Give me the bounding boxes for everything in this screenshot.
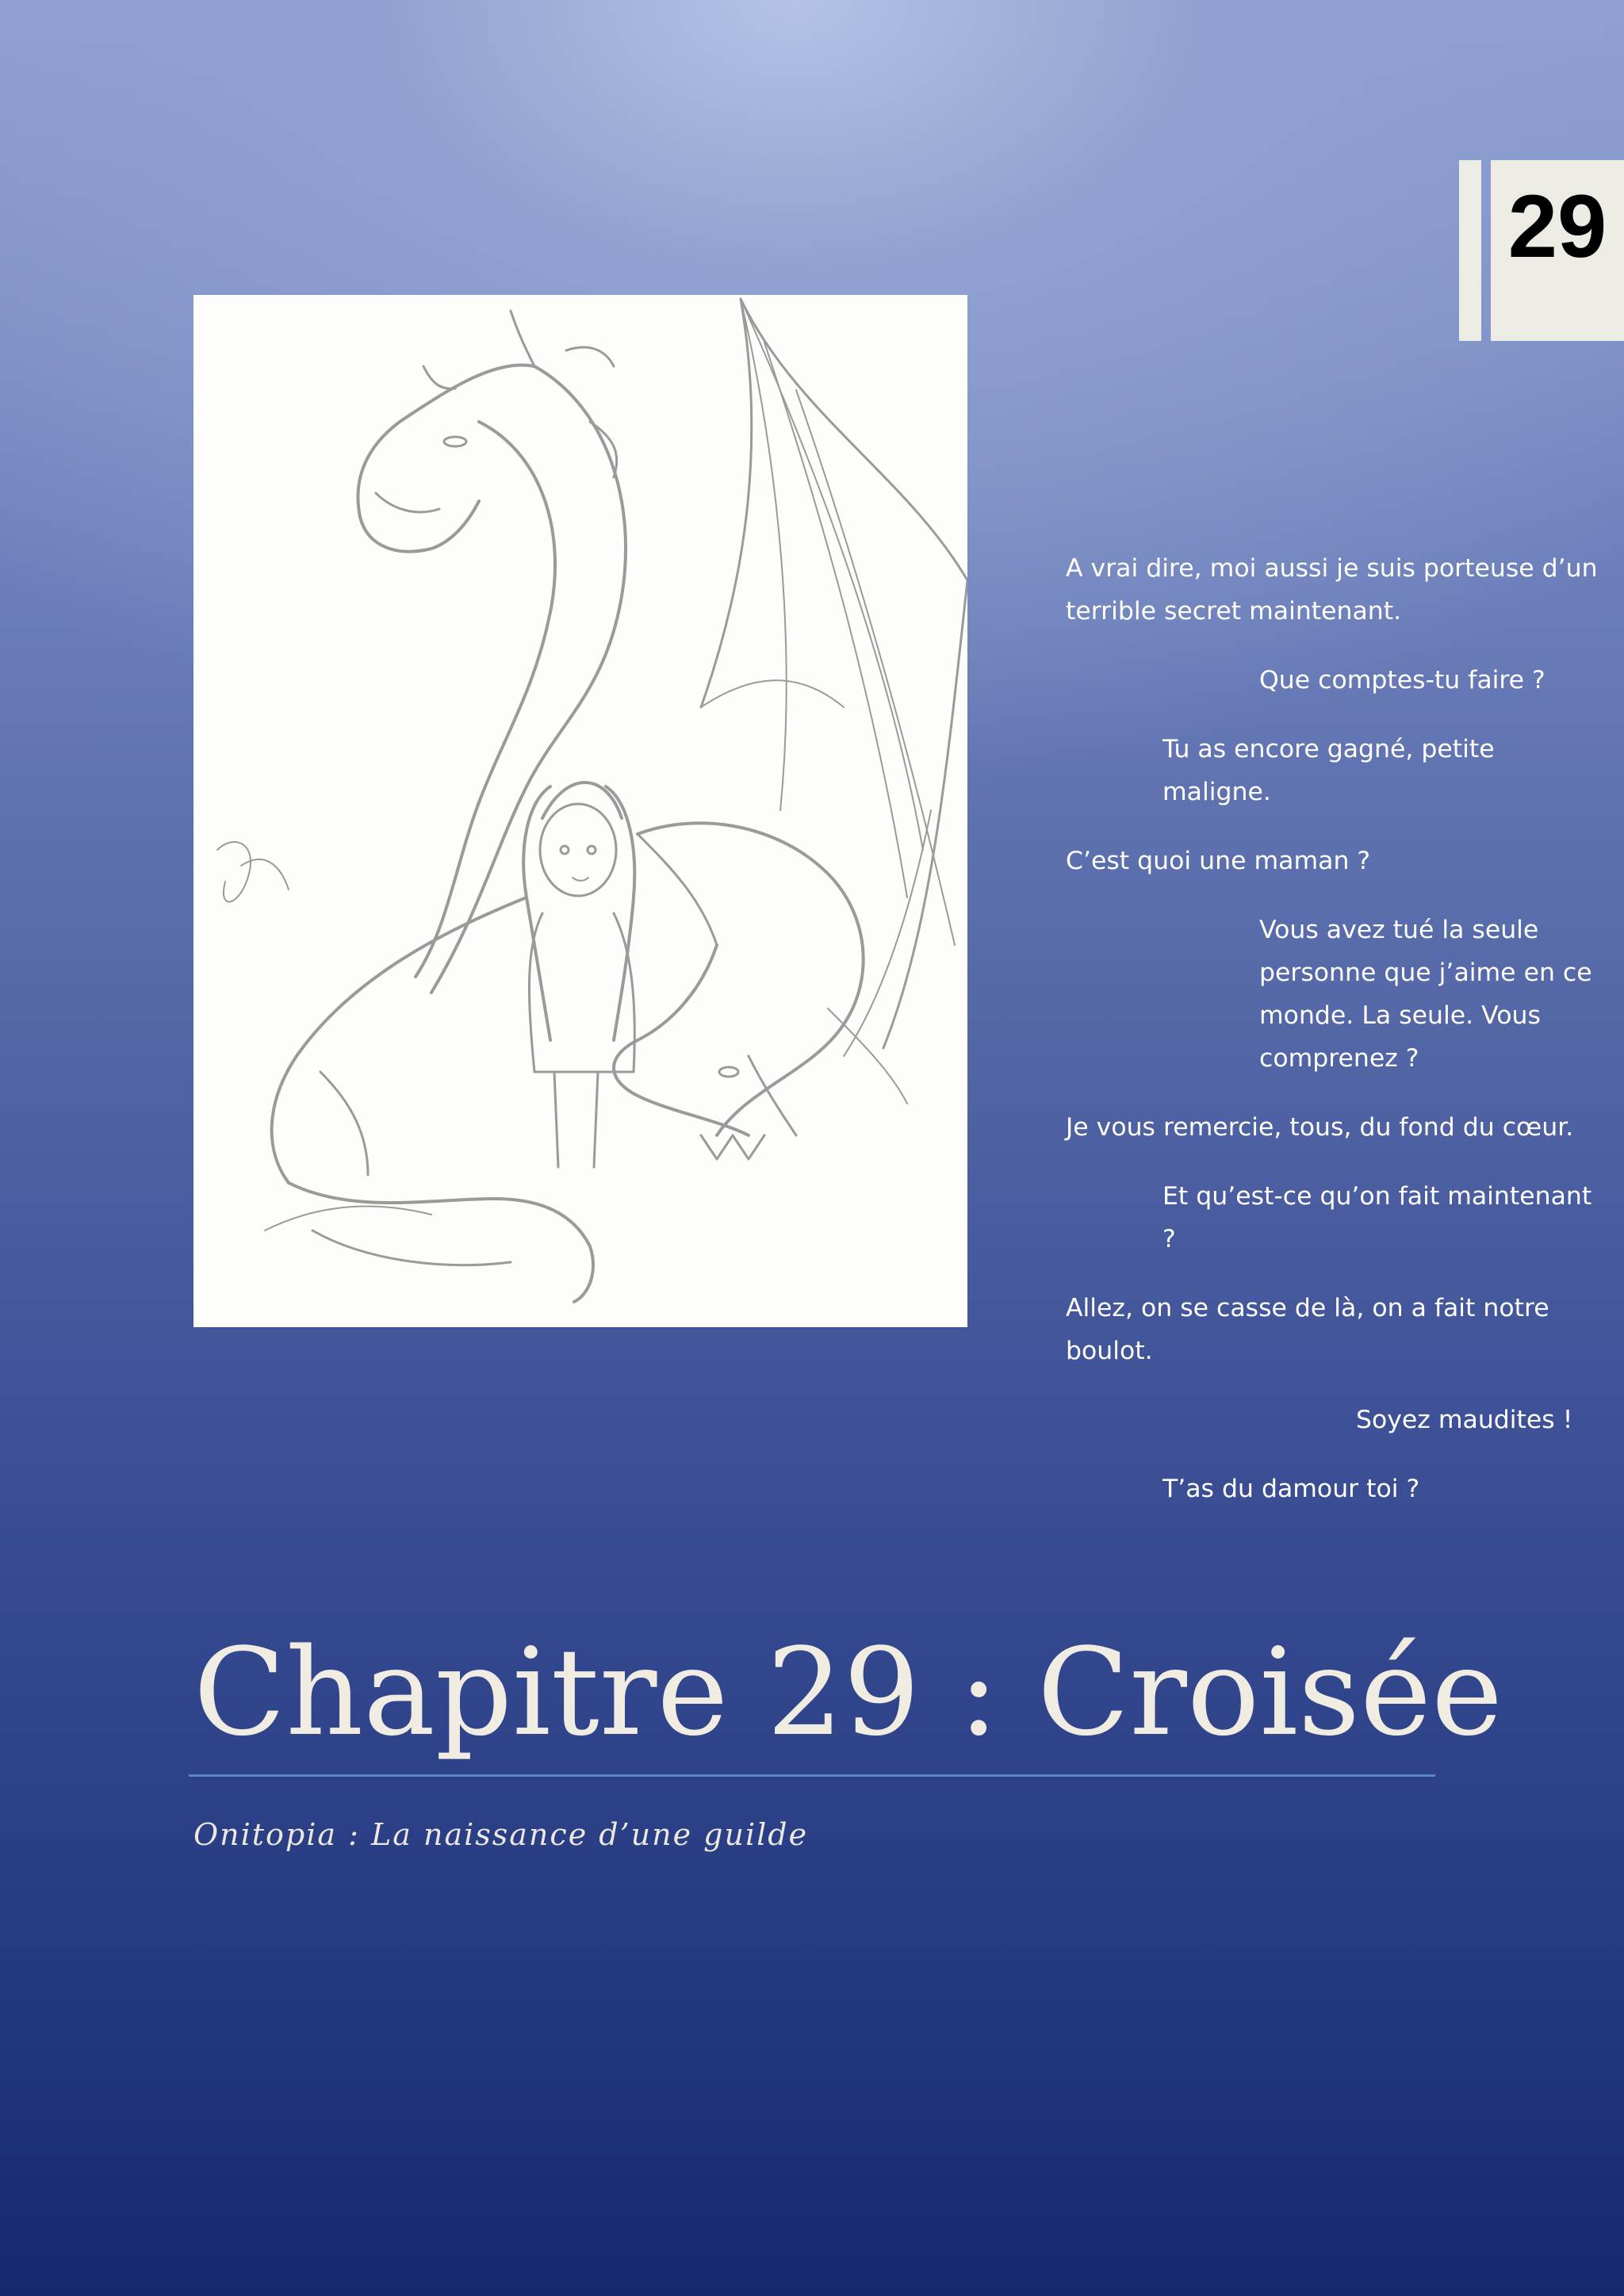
quote-item: Que comptes-tu faire ? <box>1259 666 1545 695</box>
quote-item: Et qu’est-ce qu’on fait maintenant ? <box>1162 1182 1592 1253</box>
page-number: 29 <box>1507 177 1607 276</box>
chapter-title: Chapitre 29 : Croisée <box>193 1622 1503 1762</box>
page-number-tab <box>1491 160 1624 341</box>
quote-item: Allez, on se casse de là, on a fait notre boulot. <box>1066 1294 1549 1365</box>
quotes-list <box>1066 547 1605 1536</box>
quote-item: Je vous remercie, tous, du fond du cœur. <box>1066 1113 1574 1142</box>
quote-item: A vrai dire, moi aussi je suis porteuse d’un terrible secret maintenant. <box>1066 554 1598 626</box>
book-subtitle: Onitopia : La naissance d’une guilde <box>193 1817 809 1852</box>
quote-item: Soyez maudites ! <box>1356 1406 1573 1434</box>
title-divider <box>189 1774 1435 1777</box>
quote-item: Vous avez tué la seule personne que j’aime en ce monde. La seule. Vous comprenez ? <box>1259 916 1592 1073</box>
quote-item: T’as du damour toi ? <box>1162 1475 1420 1503</box>
page-number-tab-stripe <box>1459 160 1481 341</box>
quote-item: C’est quoi une maman ? <box>1066 847 1371 875</box>
quote-item: Tu as encore gagné, petite maligne. <box>1162 735 1495 806</box>
dragon-girl-sketch-image <box>193 295 967 1327</box>
